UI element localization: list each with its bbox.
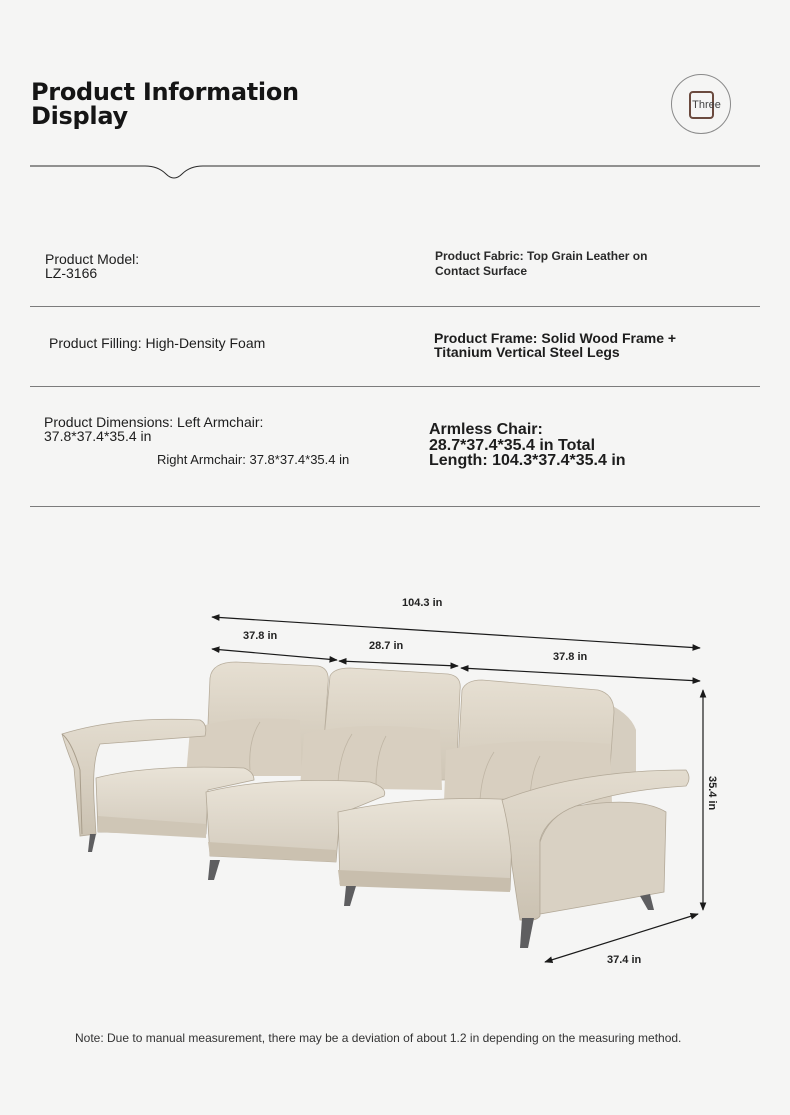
spec-armless-line-3: Length: 104.3*37.4*35.4 in (429, 452, 626, 469)
spec-frame-line-1: Product Frame: Solid Wood Frame + (434, 330, 677, 346)
spec-fabric (435, 249, 647, 279)
spec-frame (434, 331, 676, 359)
right-width-label: 37.8 in (553, 651, 588, 663)
spec-filling: Product Filling: High-Density Foam (49, 335, 266, 351)
spec-armless (429, 422, 626, 469)
page-title (31, 80, 351, 128)
spec-fabric-line-1: Product Fabric: Top Grain Leather on (435, 249, 648, 263)
spec-armless-line-2: 28.7*37.4*35.4 in Total (429, 436, 596, 454)
middle-width-label: 28.7 in (369, 640, 404, 652)
left-width-arrow (212, 649, 337, 660)
spec-divider-1 (30, 306, 760, 307)
title-line-2: Display (31, 102, 128, 130)
spec-frame-line-2: Titanium Vertical Steel Legs (434, 344, 620, 360)
middle-width-arrow (339, 661, 458, 666)
spec-model (45, 252, 139, 280)
series-badge (671, 74, 731, 134)
header-divider (30, 150, 760, 190)
title-line-1: Product Information (31, 78, 299, 106)
height-label: 35.4 in (706, 776, 718, 811)
spec-dimensions (44, 415, 263, 443)
sofa-dimension-diagram (0, 560, 790, 1000)
total-length-arrow (212, 617, 700, 648)
sofa-illustration (62, 662, 689, 948)
depth-label: 37.4 in (607, 954, 642, 966)
spec-model-label: Product Model: (45, 251, 140, 267)
measurement-note: Note: Due to manual measurement, there may be a deviation of about 1.2 in depending on the measuring method. (75, 1031, 682, 1045)
badge-label: Three (692, 99, 721, 111)
spec-right-armchair: Right Armchair: 37.8*37.4*35.4 in (157, 452, 350, 467)
spec-model-value: LZ-3166 (45, 265, 98, 281)
spec-armless-line-1: Armless Chair: (429, 421, 543, 438)
spec-fabric-line-2: Contact Surface (435, 264, 528, 278)
spec-dimensions-line-2: 37.8*37.4*35.4 in (44, 428, 152, 444)
spec-divider-3 (30, 506, 760, 507)
spec-dimensions-line-1: Product Dimensions: Left Armchair: (44, 414, 264, 430)
right-width-arrow (461, 668, 700, 681)
total-length-label: 104.3 in (402, 597, 443, 609)
left-width-label: 37.8 in (243, 630, 278, 642)
spec-divider-2 (30, 386, 760, 387)
